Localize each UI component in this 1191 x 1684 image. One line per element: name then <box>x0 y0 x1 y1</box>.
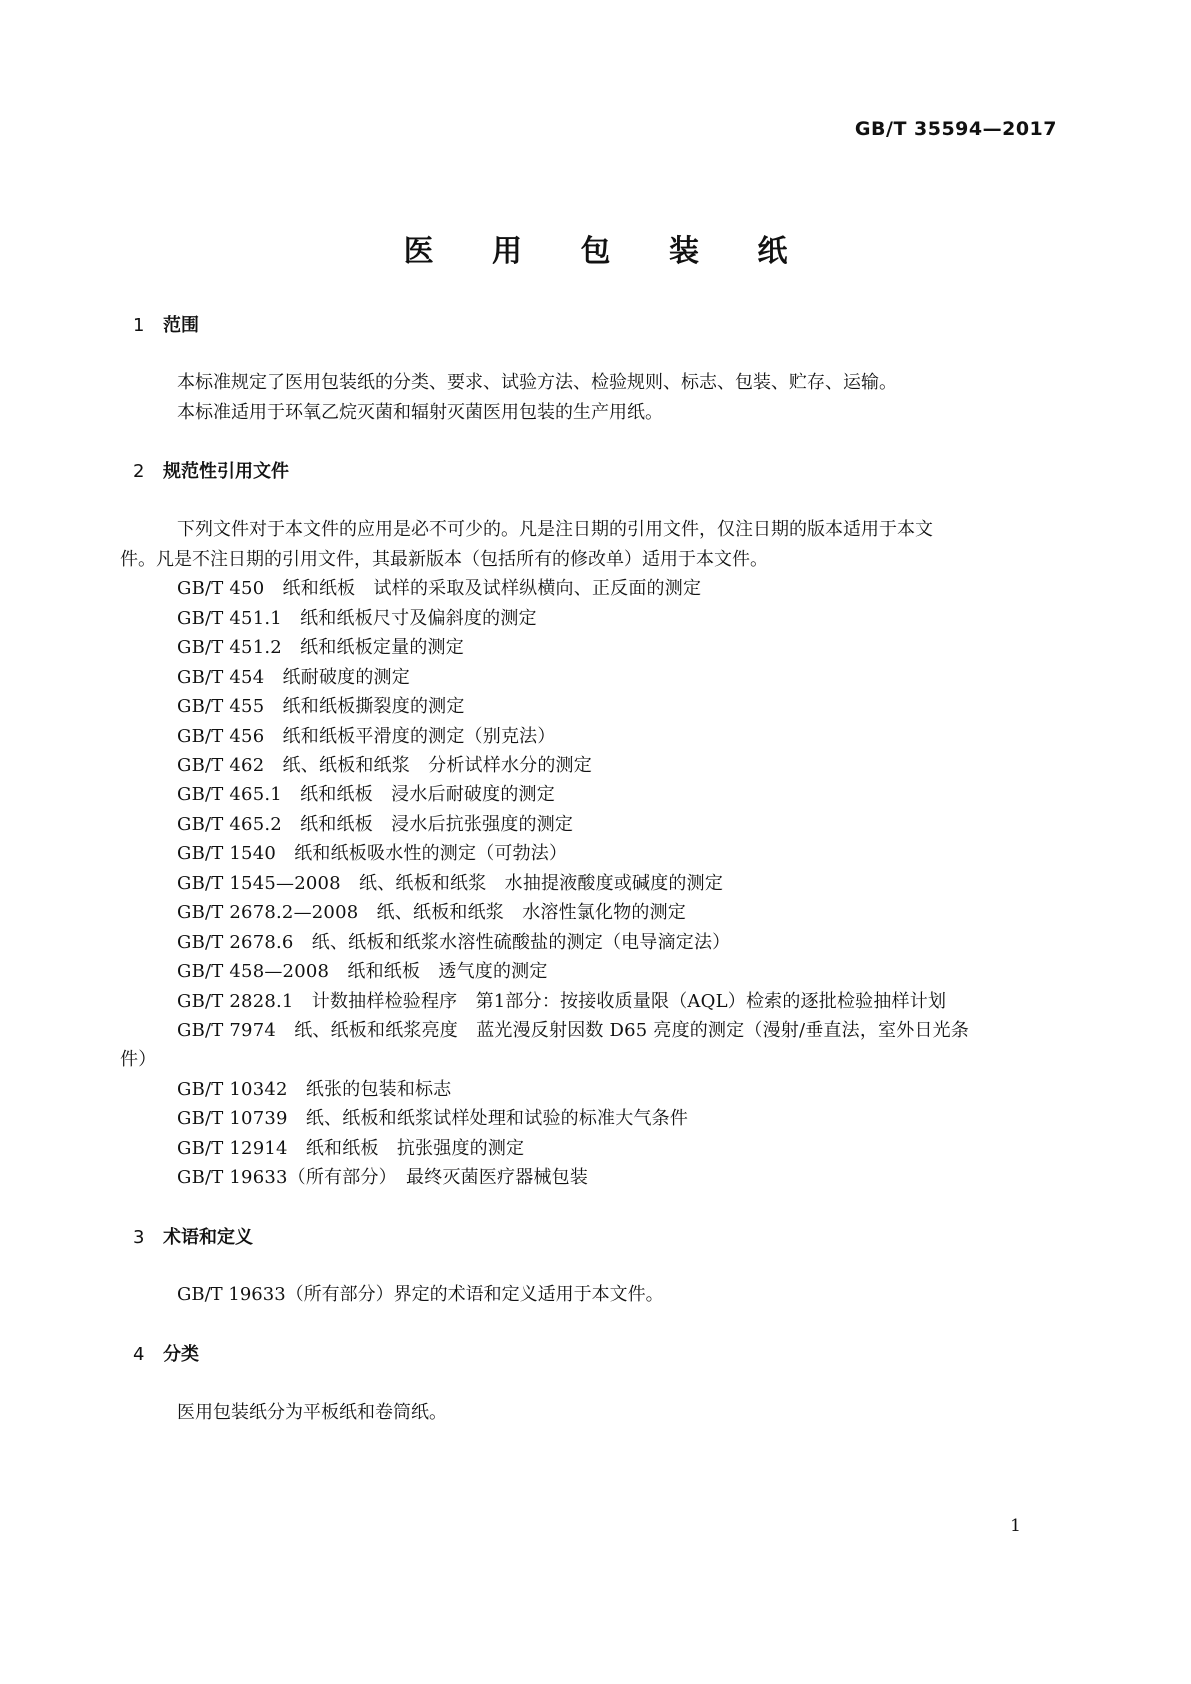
section-title: 规范性引用文件 <box>163 461 289 482</box>
section-title: 范围 <box>163 315 199 336</box>
section-title: 术语和定义 <box>163 1227 253 1248</box>
paragraph: 本标准规定了医用包装纸的分类、要求、试验方法、检验规则、标志、包装、贮存、运输。 <box>177 372 897 393</box>
reference-item: GB/T 465.1 纸和纸板 浸水后耐破度的测定 <box>177 784 555 805</box>
paragraph: 医用包装纸分为平板纸和卷筒纸。 <box>177 1402 447 1423</box>
reference-item: GB/T 2678.2—2008 纸、纸板和纸浆 水溶性氯化物的测定 <box>177 902 686 923</box>
reference-item: GB/T 2678.6 纸、纸板和纸浆水溶性硫酸盐的测定（电导滴定法） <box>177 932 731 953</box>
section-number: 1 <box>133 315 145 336</box>
reference-item: GB/T 1545—2008 纸、纸板和纸浆 水抽提液酸度或碱度的测定 <box>177 873 724 894</box>
reference-item: GB/T 455 纸和纸板撕裂度的测定 <box>177 696 465 717</box>
page-number: 1 <box>1010 1516 1021 1536</box>
reference-item: GB/T 10342 纸张的包装和标志 <box>177 1079 452 1100</box>
reference-item: GB/T 1540 纸和纸板吸水性的测定（可勃法） <box>177 843 568 864</box>
section-heading-terms-definitions <box>133 1223 253 1249</box>
section-number: 4 <box>133 1344 145 1365</box>
section-title: 分类 <box>163 1344 199 1365</box>
reference-item: GB/T 19633（所有部分） 最终灭菌医疗器械包装 <box>177 1167 589 1188</box>
section-heading-classification <box>133 1340 199 1366</box>
section-number: 2 <box>133 461 145 482</box>
reference-item: GB/T 465.2 纸和纸板 浸水后抗张强度的测定 <box>177 814 574 835</box>
reference-item: GB/T 12914 纸和纸板 抗张强度的测定 <box>177 1138 525 1159</box>
section-heading-scope <box>133 311 199 337</box>
standard-number: GB/T 35594—2017 <box>854 118 1057 140</box>
section-number: 3 <box>133 1227 145 1248</box>
reference-item: GB/T 7974 纸、纸板和纸浆亮度 蓝光漫反射因数 D65 亮度的测定（漫射/垂直法，室外日光条 <box>177 1020 970 1041</box>
reference-item: GB/T 450 纸和纸板 试样的采取及试样纵横向、正反面的测定 <box>177 578 702 599</box>
section-heading-normative-references <box>133 457 289 483</box>
document-title: 医 用 包 装 纸 <box>403 234 812 269</box>
reference-item: GB/T 454 纸耐破度的测定 <box>177 667 410 688</box>
reference-item: GB/T 10739 纸、纸板和纸浆试样处理和试验的标准大气条件 <box>177 1108 689 1129</box>
reference-item-continuation: 件） <box>120 1049 157 1070</box>
reference-item: GB/T 462 纸、纸板和纸浆 分析试样水分的测定 <box>177 755 592 776</box>
reference-item: GB/T 456 纸和纸板平滑度的测定（别克法） <box>177 726 556 747</box>
paragraph: 本标准适用于环氧乙烷灭菌和辐射灭菌医用包装的生产用纸。 <box>177 402 663 423</box>
paragraph: GB/T 19633（所有部分）界定的术语和定义适用于本文件。 <box>177 1284 664 1305</box>
paragraph: 件。凡是不注日期的引用文件，其最新版本（包括所有的修改单）适用于本文件。 <box>120 549 768 570</box>
paragraph: 下列文件对于本文件的应用是必不可少的。凡是注日期的引用文件，仅注日期的版本适用于本文 <box>177 519 933 540</box>
reference-item: GB/T 2828.1 计数抽样检验程序 第1部分：按接收质量限（AQL）检索的逐批检验抽样计划 <box>177 991 947 1012</box>
reference-item: GB/T 451.1 纸和纸板尺寸及偏斜度的测定 <box>177 608 537 629</box>
reference-item: GB/T 451.2 纸和纸板定量的测定 <box>177 637 464 658</box>
reference-item: GB/T 458—2008 纸和纸板 透气度的测定 <box>177 961 548 982</box>
